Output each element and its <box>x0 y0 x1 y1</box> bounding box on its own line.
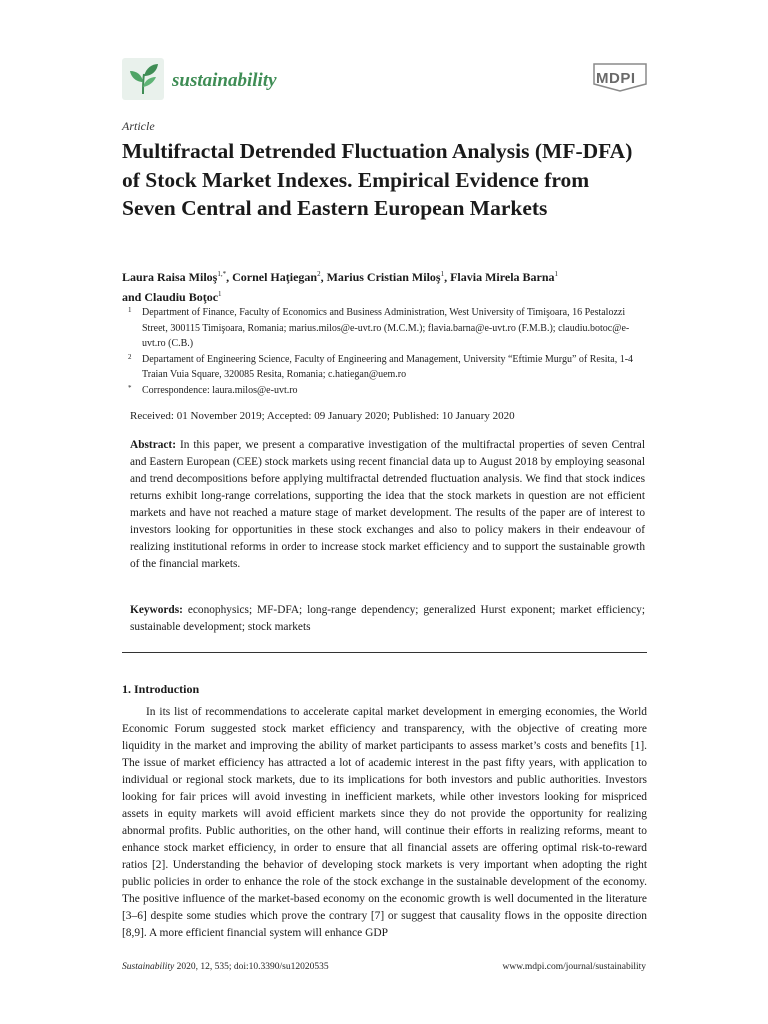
abstract <box>130 437 645 573</box>
journal-name: sustainability <box>172 70 277 91</box>
abstract-label: Abstract: <box>130 439 176 451</box>
intro-paragraph: In its list of recommendations to accelerate capital market development in emerging economies, the World Economic Forum suggested stock market efficiency and transparency, with the objective of creating more liquidity in the market and improving the ability of market participants to assess market’s costs and benefits [1]. The issue of market efficiency has attracted a lot of academic interest in the past fifty years, with application to individual or regional stock markets, due to its implications for both investors and public authorities. Investors looking for fair prices will avoid investing in inefficient markets, while other investors looking for mispriced assets in equity markets will avoid efficient markets since they do not provide the opportunity for realizing abnormal profits. Public authorities, on the other hand, will continue their efforts in realizing reforms, meant to enhance stock market efficiency, in order to ensure that all financial assets are offering optimal risk-to-reward ratios [2]. Understanding the behavior of developing stock markets is very important when adopting the right public policies in order to enhance the role of the stock exchange in the sustainable development of the economy. The positive influence of the market-based economy on the economic growth is well documented in the literature [3–6] despite some studies which prove the contrary [7] or suggest that causality flows in the opposite direction [8,9]. A more efficient financial system will enhance GDP <box>122 706 647 939</box>
article-type: Article <box>122 119 155 133</box>
author[interactable]: Marius Cristian Miloş$^1$ <box>326 270 445 284</box>
author-list: Laura Raisa Miloş$^{1,*}$, Cornel Haţiegan$^2$, Marius Cristian Miloş$^1$, Flavia Mirela Barna$^1$ and Claudiu Boţoc$^1$ <box>122 270 559 304</box>
publication-dates: Received: 01 November 2019; Accepted: 09 January 2020; Published: 10 January 2020 <box>130 410 515 422</box>
keywords-text: econophysics; MF-DFA; long-range dependency; generalized Hurst exponent; market efficiency; sustainable development; stock markets <box>130 604 645 633</box>
article-title: Multifractal Detrended Fluctuation Analysis (MF-DFA) of Stock Market Indexes. Empirical Evidence from Seven Central and Eastern European Markets <box>122 139 633 220</box>
journal-logo <box>122 58 164 100</box>
author[interactable]: Laura Raisa Miloş$^{1,*}$ <box>122 270 227 284</box>
author[interactable]: Cornel Haţiegan$^2$ <box>232 270 321 284</box>
footer-citation: Sustainability 2020, 12, 535; doi:10.3390/su12020535 <box>122 962 329 972</box>
keywords-label: Keywords: <box>130 604 183 616</box>
affiliation-list <box>122 305 652 398</box>
author[interactable]: Flavia Mirela Barna$^1$ <box>450 270 559 284</box>
publisher-name: MDPI <box>596 70 636 87</box>
affiliation: 2 Departament of Engineering Science, Faculty of Engineering and Management, University “Eftimie Murgu” of Resita, 1-4 Traian Vuia Square, 320085 Resita, Romania; c.hatiegan@uem.ro <box>128 352 634 380</box>
keywords <box>130 602 645 636</box>
affiliation: 1 Department of Finance, Faculty of Economics and Business Administration, West University of Timişoara, 16 Pestalozzi Street, 300115 Timişoara, Romania; marius.milos@e-uvt.ro (M.C.M.); flavia.barna@e-uvt.ro (F.M.B.); claudiu.botoc@e-uvt.ro (C.B.) <box>128 306 630 349</box>
abstract-text: In this paper, we present a comparative investigation of the multifractal properties of seven Central and Eastern European (CEE) stock markets using recent financial data up to August 2018 by employing seasonal and trend decompositions before applying multifractal detrended fluctuation analysis. We find that stock indices returns exhibit long-range correlations, supporting the idea that the stock markets in question are not efficient markets and have not reached a mature stage of market development. The results of the paper are of interest to investors looking for opportunities in these stock exchanges and also to policy makers in their endeavour of realizing institutional reforms in order to increase stock market efficiency and to support the sustainable growth of the financial markets. <box>130 439 645 570</box>
affiliation: * Correspondence: laura.milos@e-uvt.ro <box>128 383 298 396</box>
author[interactable]: Claudiu Boţoc$^1$ <box>144 290 222 304</box>
footer-url[interactable]: www.mdpi.com/journal/sustainability <box>502 962 646 972</box>
section-heading: 1. Introduction <box>122 682 200 696</box>
leaf-icon <box>122 58 164 100</box>
divider <box>122 652 647 653</box>
